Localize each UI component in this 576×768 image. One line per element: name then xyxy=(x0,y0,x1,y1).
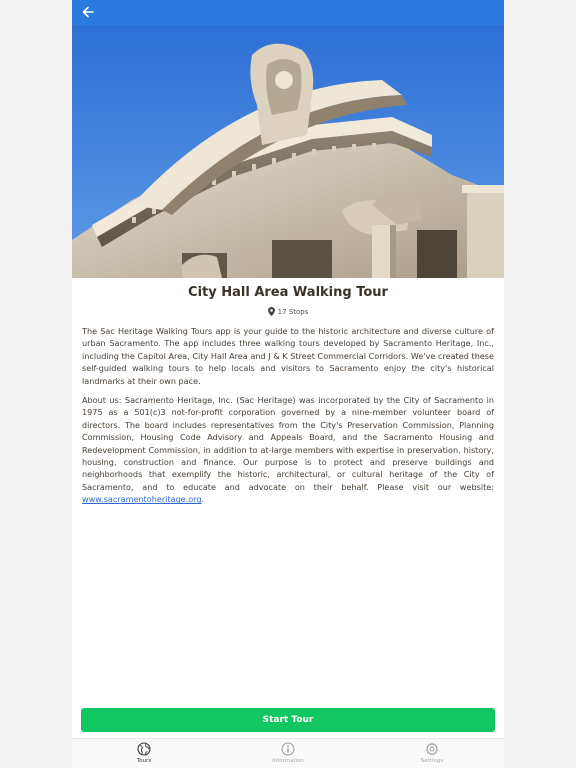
map-pin-icon xyxy=(268,307,275,316)
app-screen xyxy=(72,0,504,768)
top-app-bar xyxy=(72,0,504,25)
tab-label: Information xyxy=(272,758,304,764)
stops-label: 17 Stops xyxy=(277,307,309,316)
info-icon xyxy=(281,742,295,756)
tab-label: Tours xyxy=(136,758,152,764)
tour-title: City Hall Area Walking Tour xyxy=(188,285,388,300)
bottom-tab-bar xyxy=(72,738,504,768)
website-link[interactable]: www.sacramentoheritage.org xyxy=(82,494,202,505)
description-paragraph-1: The Sac Heritage Walking Tours app is your guide to the historic architecture and diverse culture of urban Sacramento. The app includes three walking tours developed by Sacramento Heritage, Inc., including the Capitol Area, City Hall Area and J & K Street Commercial Corridors. We've created these self-guided walking tours to help locals and visitors to Sacramento enjoy the city's historical landmarks at their own pace. xyxy=(82,326,494,386)
stops-count xyxy=(72,307,504,316)
start-tour-button[interactable]: Start Tour xyxy=(81,708,495,732)
city-hall-photo xyxy=(72,25,504,278)
globe-icon xyxy=(137,742,151,756)
back-button[interactable] xyxy=(78,3,98,21)
tab-tours[interactable] xyxy=(72,739,216,768)
tab-information[interactable] xyxy=(216,739,360,768)
arrow-left-icon xyxy=(82,6,94,18)
tour-hero-image xyxy=(72,25,504,278)
description-paragraph-2-text: About us: Sacramento Heritage, Inc. (Sac Heritage) was incorporated by the City of Sacramento in 1975 as a 501(c)3 not-for-profit corporation governed by a nine-member volunteer board of directors. The board includes representatives from the City's Preservation Commission, Planning Commission, Housing Code Advisory and Appeals Board, and the Sacramento Housing and Redevelopment Commission, in addition to at-large members with expertise in preservation, history, housing, construction and finance. Our purpose is to protect and preserve buildings and neighborhoods that exemplify the historic, architectural, or cultural heritage of the City of Sacramento, and to educate and advocate on their behalf. Please visit our website: xyxy=(82,395,494,492)
gear-icon xyxy=(425,742,439,756)
description-paragraph-2 xyxy=(82,394,494,506)
tab-label: Settings xyxy=(420,758,444,764)
tour-description xyxy=(82,325,494,513)
description-period: . xyxy=(201,494,205,505)
tab-settings[interactable] xyxy=(360,739,504,768)
